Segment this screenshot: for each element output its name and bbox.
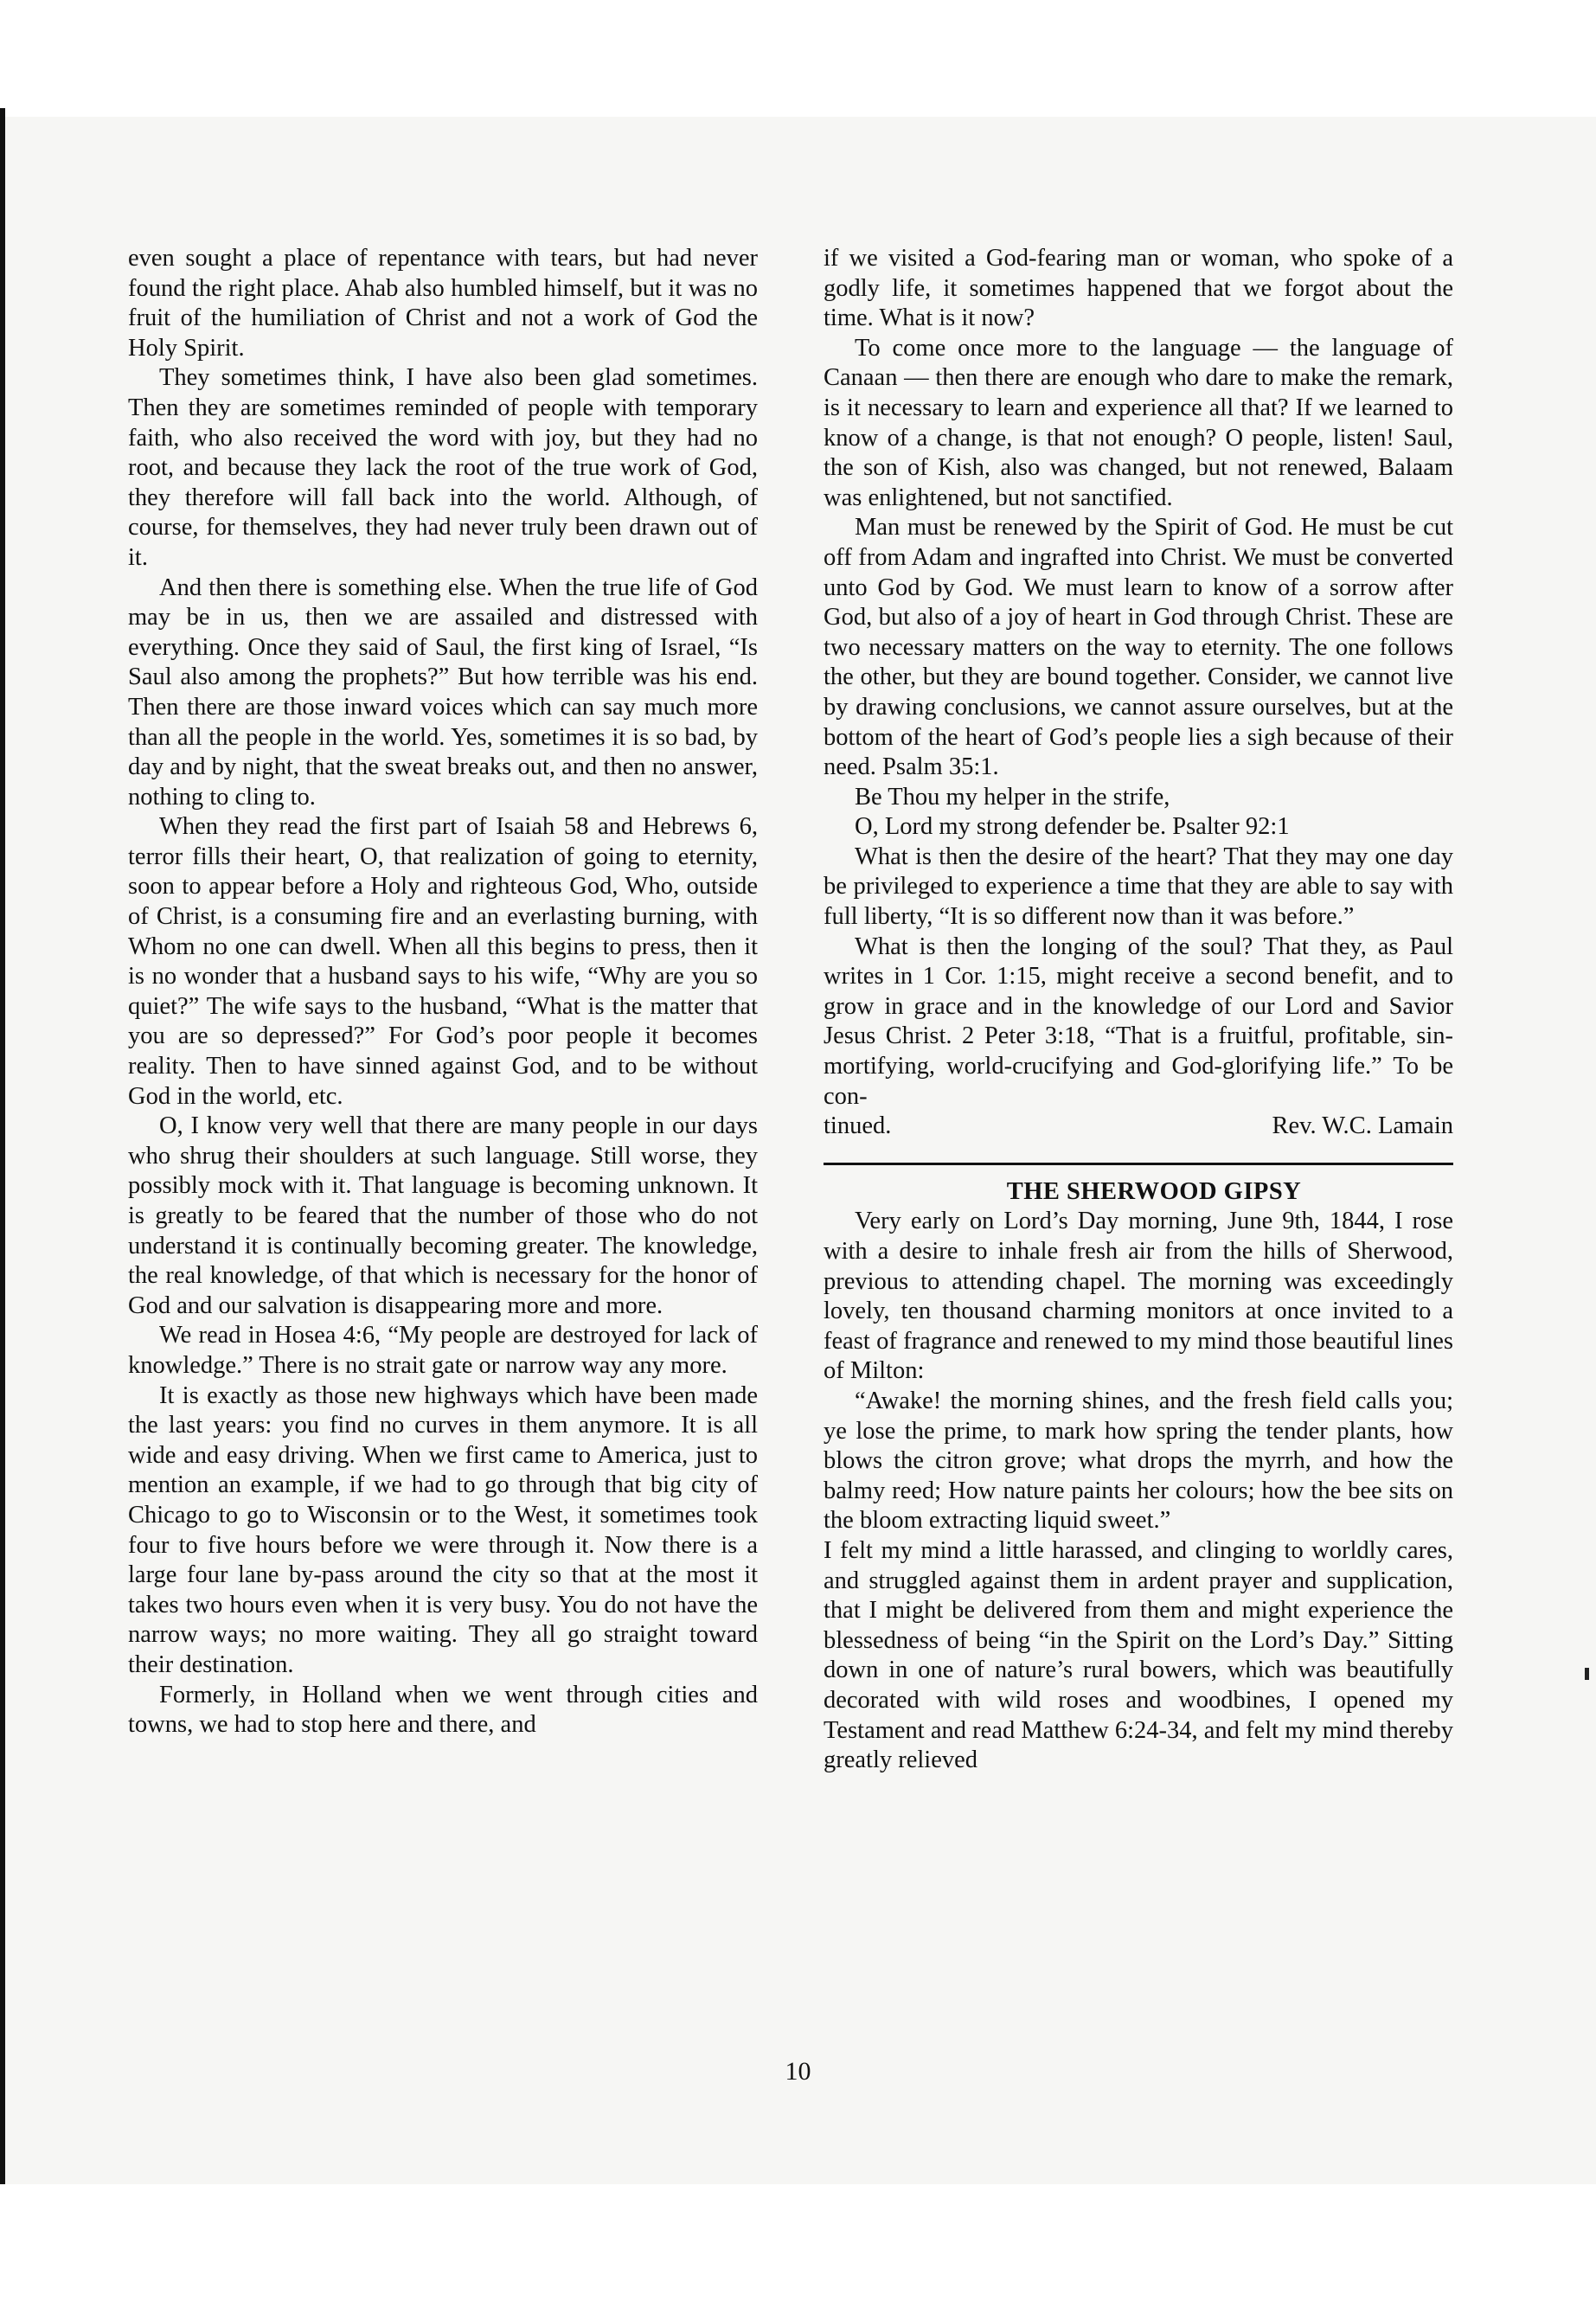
article-continuation: I felt my mind a little harassed, and clinging to worldly cares, and struggled against them in ardent prayer and supplication, that I might be delivered from them and might experience the blessedness of being “in the Spirit on the Lord’s Day.” Sitting down in one of nature’s rural bowers, which was beautifully decorated with wild roses and woodbines, I opened my Testament and read Matthew 6:24-34, and felt my mind thereby greatly relieved — [824, 1536, 1453, 1774]
signature-line — [824, 1112, 1453, 1142]
right-paragraph-3: Man must be renewed by the Spirit of God. He must be cut off from Adam and ingrafted into Christ. We must be converted unto God by God. We must learn to know of a sorrow after God, but also of a joy of heart in God through Christ. These are two necessary matters on the way to eternity. The one follows the other, but they are bound together. Consider, we cannot live by drawing conclusions, we cannot assure ourselves, but at the bottom of the heart of God’s people lies a sigh because of their need. Psalm 35:1. — [824, 514, 1453, 781]
scan-edge-mark — [1585, 1668, 1589, 1680]
article-heading: THE SHERWOOD GIPSY — [1006, 1177, 1302, 1205]
right-column — [824, 244, 1453, 1776]
left-paragraph-4: When they read the first part of Isaiah 58 and Hebrews 6, terror fills their heart, O, that realization of going to eternity, soon to appear before a Holy and righteous God, Who, outside of Christ, is a consuming fire and an everlasting burning, with Whom no one can dwell. When all this begins to press, then it is no wonder that a husband says to his wife, “Why are you so quiet?” The wife says to the husband, “What is the matter that you are so depressed?” For God’s poor people it becomes reality. Then to have sinned against God, and to be without God in the world, etc. — [128, 813, 758, 1110]
verse-line-2: O, Lord my strong defender be. Psalter 92:1 — [855, 813, 1290, 841]
left-paragraph-3: And then there is something else. When the true life of God may be in us, then we are assailed and distressed with everything. Once they said of Saul, the first king of Israel, “Is Saul also among the prophets?” But how terrible was his end. Then there are those inward voices which can say much more than all the people in the world. Yes, sometimes it is so bad, by day and by night, that the sweat breaks out, and then no answer, nothing to cling to. — [128, 574, 758, 811]
right-paragraph-5: What is then the longing of the soul? That they, as Paul writes in 1 Cor. 1:15, might receive a second benefit, and to grow in grace and in the knowledge of our Lord and Savior Jesus Christ. 2 Peter 3:18, “That is a fruitful, profitable, sin-mortifying, world-crucifying and God-glorifying life.” To be con- — [824, 933, 1453, 1110]
left-paragraph-5: O, I know very well that there are many people in our days who shrug their shoulders at such language. Still worse, they possibly mock with it. That language is becoming unknown. It is greatly to be feared that the number of those who do not understand it is continually becoming greater. The knowledge, the real knowledge, of that which is necessary for the honor of God and our salvation is disappearing more and more. — [128, 1112, 758, 1319]
author-signature: Rev. W.C. Lamain — [1272, 1112, 1453, 1140]
page-number: 10 — [785, 2057, 811, 2086]
bottom-margin — [0, 2184, 1596, 2301]
right-paragraph-1: if we visited a God-fearing man or woman, who spoke of a godly life, it sometimes happened that we forgot about the time. What is it now? — [824, 245, 1453, 332]
final-word: tinued. — [824, 1112, 892, 1140]
verse-line-1: Be Thou my helper in the strife, — [855, 783, 1170, 811]
left-paragraph-8: Formerly, in Holland when we went through cities and towns, we had to stop here and there, and — [128, 1681, 758, 1739]
article-intro: Very early on Lord’s Day morning, June 9th, 1844, I rose with a desire to inhale fresh air from the hills of Sherwood, previous to attending chapel. The morning was exceedingly lovely, ten thousand charming monitors at once invited to a feast of fragrance and renewed to my mind those beautiful lines of Milton: — [824, 1208, 1453, 1385]
right-paragraph-4: What is then the desire of the heart? That they may one day be privileged to experience a time that they are able to say with full liberty, “It is so different now than it was before.” — [824, 843, 1453, 931]
left-paragraph-7: It is exactly as those new highways which have been made the last years: you find no curves in them anymore. It is all wide and easy driving. When we first came to America, just to mention an example, if we had to go through that big city of Chicago to go to Wisconsin or to the West, it sometimes took four to five hours before we were through it. Now there is a large four lane by-pass around the city so that at the most it takes two hours even when it is very busy. You do not have the narrow ways; no more waiting. They all go straight toward their destination. — [128, 1381, 758, 1678]
top-margin — [0, 0, 1596, 117]
left-paragraph-6: We read in Hosea 4:6, “My people are destroyed for lack of knowledge.” There is no strait gate or narrow way any more. — [128, 1322, 758, 1379]
left-paragraph-2: They sometimes think, I have also been glad sometimes. Then they are sometimes reminded of people with temporary faith, who also received the word with joy, but they had no root, and because they lack the root of the true work of God, they therefore will fall back into the world. Although, of course, for themselves, they had never truly been drawn out of it. — [128, 364, 758, 571]
left-paragraph-1: even sought a place of repentance with tears, but had never found the right place. Ahab also humbled himself, but it was no fruit of the humiliation of Christ and not a work of God the Holy Spirit. — [128, 245, 758, 362]
right-paragraph-2: To come once more to the language — the language of Canaan — then there are enough who dare to make the remark, is it necessary to learn and experience all that? If we learned to know of a change, is that not enough? O people, listen! Saul, the son of Kish, also was changed, but not renewed, Balaam was enlightened, but not sanctified. — [824, 334, 1453, 511]
milton-quote: “Awake! the morning shines, and the fresh field calls you; ye lose the prime, to mark how spring the tender plants, how blows the citron grove; what drops the myrrh, and how the balmy reed; How nature paints her colours; how the bee sits on the bloom extracting liquid sweet.” — [824, 1387, 1453, 1535]
left-column — [128, 244, 758, 1740]
article-divider — [824, 1163, 1453, 1165]
